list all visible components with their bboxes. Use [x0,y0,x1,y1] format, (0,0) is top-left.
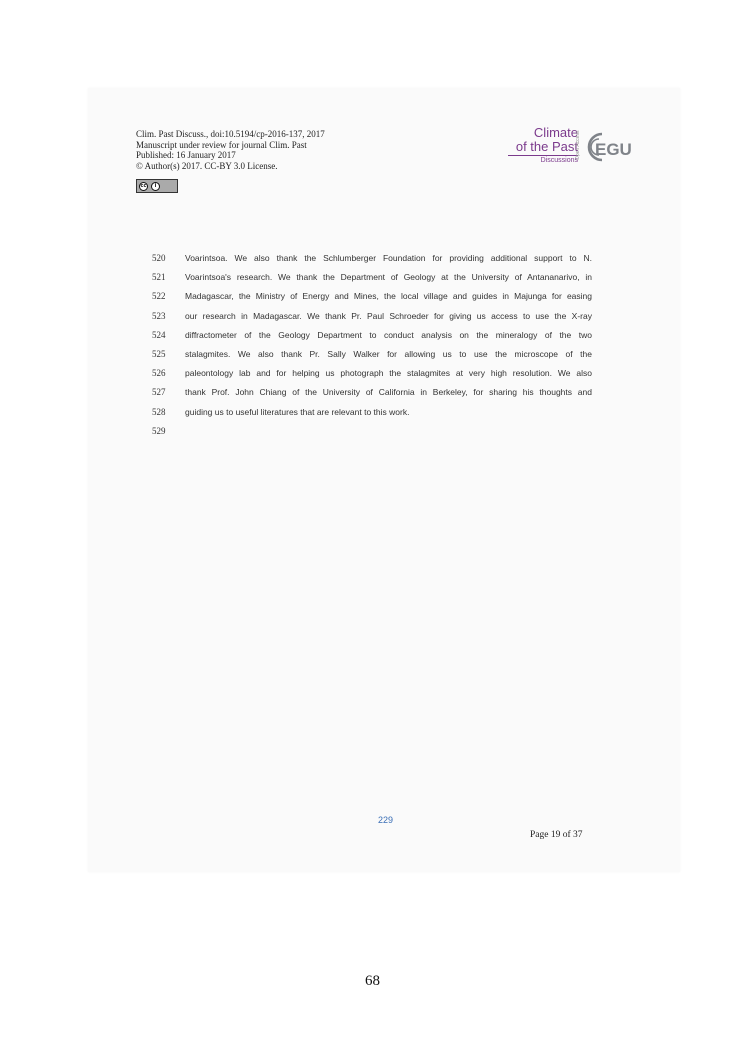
line-number: 525 [152,348,166,359]
text-line [152,291,592,310]
line-text: Madagascar, the Ministry of Energy and Mines, the local village and guides in Majunga for easing [185,291,592,302]
text-line [152,387,592,406]
line-number: 522 [152,291,166,302]
inner-page-number: 229 [378,815,394,825]
line-number: 523 [152,310,166,321]
open-access-label: Open Access [575,130,581,160]
numbered-text-block [152,253,592,445]
text-line [152,368,592,387]
line-number: 528 [152,406,166,417]
egu-logo-text: EGU [595,140,632,159]
line-text: thank Prof. John Chiang of the University of California in Berkeley, for sharing his thoughts and [185,387,592,398]
line-text: our research in Madagascar. We thank Pr. Paul Schroeder for giving us access to use the X-ray [185,310,592,321]
text-line [152,330,592,349]
line-number: 529 [152,425,166,436]
line-number: 526 [152,368,166,379]
line-text: stalagmites. We also thank Pr. Sally Walker for allowing us to use the microscope of the [185,348,592,359]
text-line [152,426,592,445]
line-number: 521 [152,272,166,283]
journal-name-line2: of the Past [508,140,578,156]
egu-logo-icon [585,130,639,164]
line-text: Voarintsoa's research. We thank the Department of Geology at the University of Antananarivo, in [185,272,592,283]
journal-name-line1: Climate [533,125,578,140]
journal-logo [508,126,578,166]
manuscript-header [136,129,325,171]
page-indicator: Page 19 of 37 [530,830,583,840]
text-line [152,272,592,291]
text-line [152,349,592,368]
line-text: diffractometer of the Geology Department to conduct analysis on the mineralogy of the two [185,329,592,340]
text-line [152,311,592,330]
outer-page-number: 68 [365,973,380,989]
copyright-line: © Author(s) 2017. CC-BY 3.0 License. [136,160,278,171]
line-text [185,426,592,445]
cc-by-license-icon: cc i [136,179,178,193]
line-number: 527 [152,387,166,398]
text-line [152,407,592,426]
citation-line: Clim. Past Discuss., doi:10.5194/cp-2016-137, 2017 [136,129,325,139]
text-line [152,253,592,272]
line-text: Voarintsoa. We also thank the Schlumberger Foundation for providing additional support to N. [185,253,592,263]
line-number: 524 [152,329,166,340]
published-date-line: Published: 16 January 2017 [136,150,236,160]
line-text: guiding us to useful literatures that are relevant to this work. [185,406,410,417]
journal-discussions-label: Discussions [540,157,578,164]
line-number: 520 [152,253,166,263]
manuscript-page [88,88,680,872]
line-text: paleontology lab and for helping us photograph the stalagmites at very high resolution. We also [185,368,592,379]
review-status-line: Manuscript under review for journal Clim. Past [136,139,307,150]
